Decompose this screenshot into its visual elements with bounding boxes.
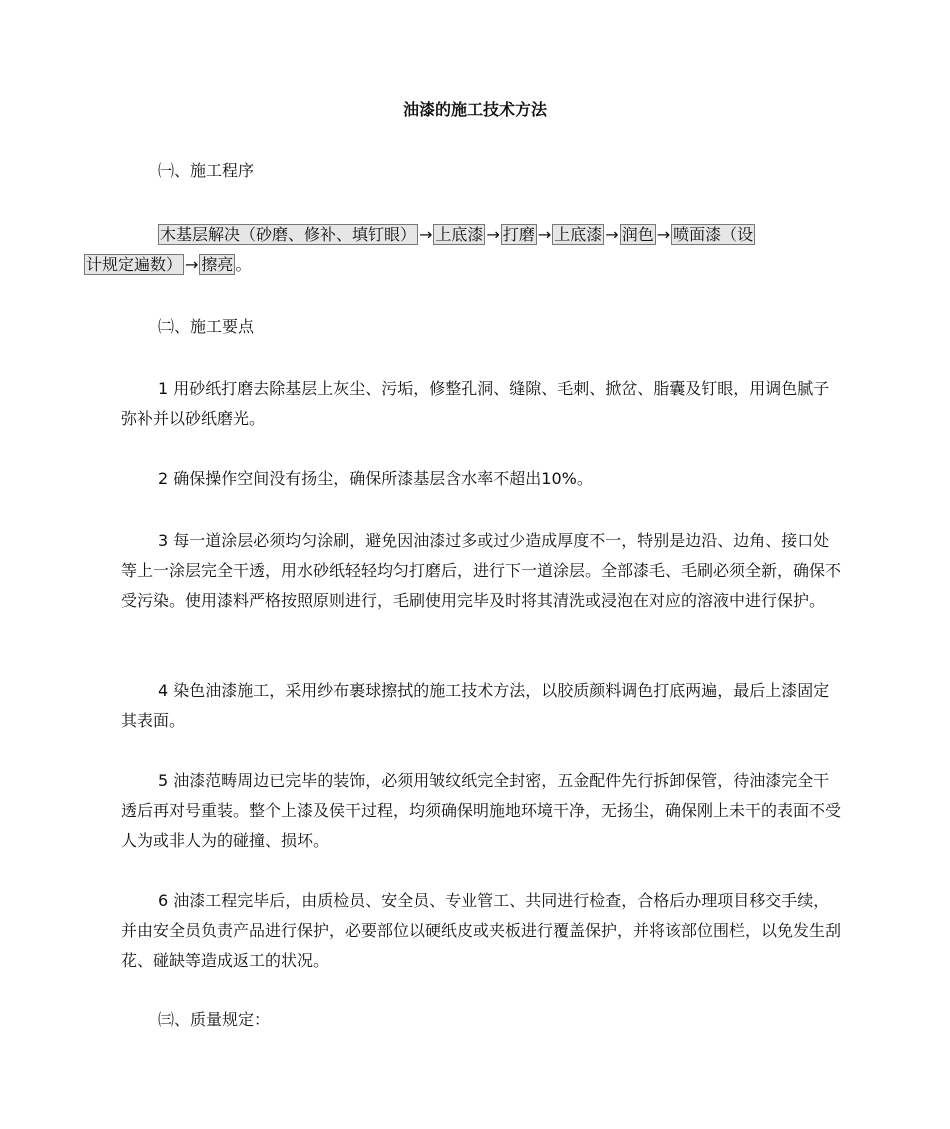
section-heading-key-points: ㈡、施工要点: [158, 317, 255, 336]
flow-arrow: →: [605, 225, 619, 244]
flow-arrow: →: [656, 225, 671, 244]
section-heading-procedure: ㈠、施工程序: [158, 161, 255, 180]
flow-step-primer: 上底漆: [435, 225, 484, 244]
point-5: 5 油漆范畴周边已完毕的装饰，必须用皱纹纸完全封密，五金配件先行拆卸保管，待油漆完全干透后再对号重装。整个上漆及侯干过程，均须确保明施地环境干净，无扬尘，确保刚上未干的表面不受人为或非人为的碰撞、损坏。: [121, 771, 842, 850]
flow-arrow: →: [185, 255, 199, 274]
flow-step-spray-topcoat: 喷面漆（设: [673, 225, 754, 244]
flow-arrow: →: [537, 225, 552, 244]
flow-end-punctuation: 。: [235, 255, 252, 274]
point-2: 2 确保操作空间没有扬尘，确保所漆基层含水率不超出10%。: [158, 469, 593, 488]
flow-step-sanding: 打磨: [502, 225, 535, 244]
flow-arrow: →: [486, 225, 500, 244]
document-title: 油漆的施工技术方法: [402, 100, 547, 119]
flow-step-polish: 擦亮: [201, 255, 234, 274]
point-1: 1 用砂纸打磨去除基层上灰尘、污垢，修整孔洞、缝隙、毛刺、掀岔、脂囊及钉眼，用调色腻子弥补并以砂纸磨光。: [121, 379, 830, 428]
flow-step-primer-second: 上底漆: [554, 225, 603, 244]
point-3: 3 每一道涂层必须均匀涂刷，避免因油漆过多或过少造成厚度不一，特别是边沿、边角、接口处等上一涂层完全干透，用水砂纸轻轻均匀打磨后，进行下一道涂层。全部漆毛、毛刷必须全新，确保不受污染。使用漆料严格按照原则进行，毛刷使用完毕及时将其清洗或浸泡在对应的溶液中进行保护。: [121, 531, 842, 610]
point-6: 6 油漆工程完毕后，由质检员、安全员、专业管工、共同进行检查，合格后办理项目移交手续，并由安全员负责产品进行保护，必要部位以硬纸皮或夹板进行覆盖保护，并将该部位围栏，以免发生刮花、碰缺等造成返工的状况。: [121, 891, 842, 970]
flow-step-tinting: 润色: [621, 225, 654, 244]
point-4: 4 染色油漆施工，采用纱布裹球擦拭的施工技术方法，以胶质颜料调色打底两遍，最后上漆固定其表面。: [121, 681, 830, 730]
flow-step-spray-topcoat-cont: 计规定遍数）: [86, 255, 183, 274]
flow-step-wood-base: 木基层解决（砂磨、修补、填钉眼）: [160, 225, 417, 244]
procedure-flow: [86, 220, 841, 280]
flow-arrow: →: [419, 225, 433, 244]
section-heading-quality: ㈢、质量规定：: [158, 1010, 271, 1029]
